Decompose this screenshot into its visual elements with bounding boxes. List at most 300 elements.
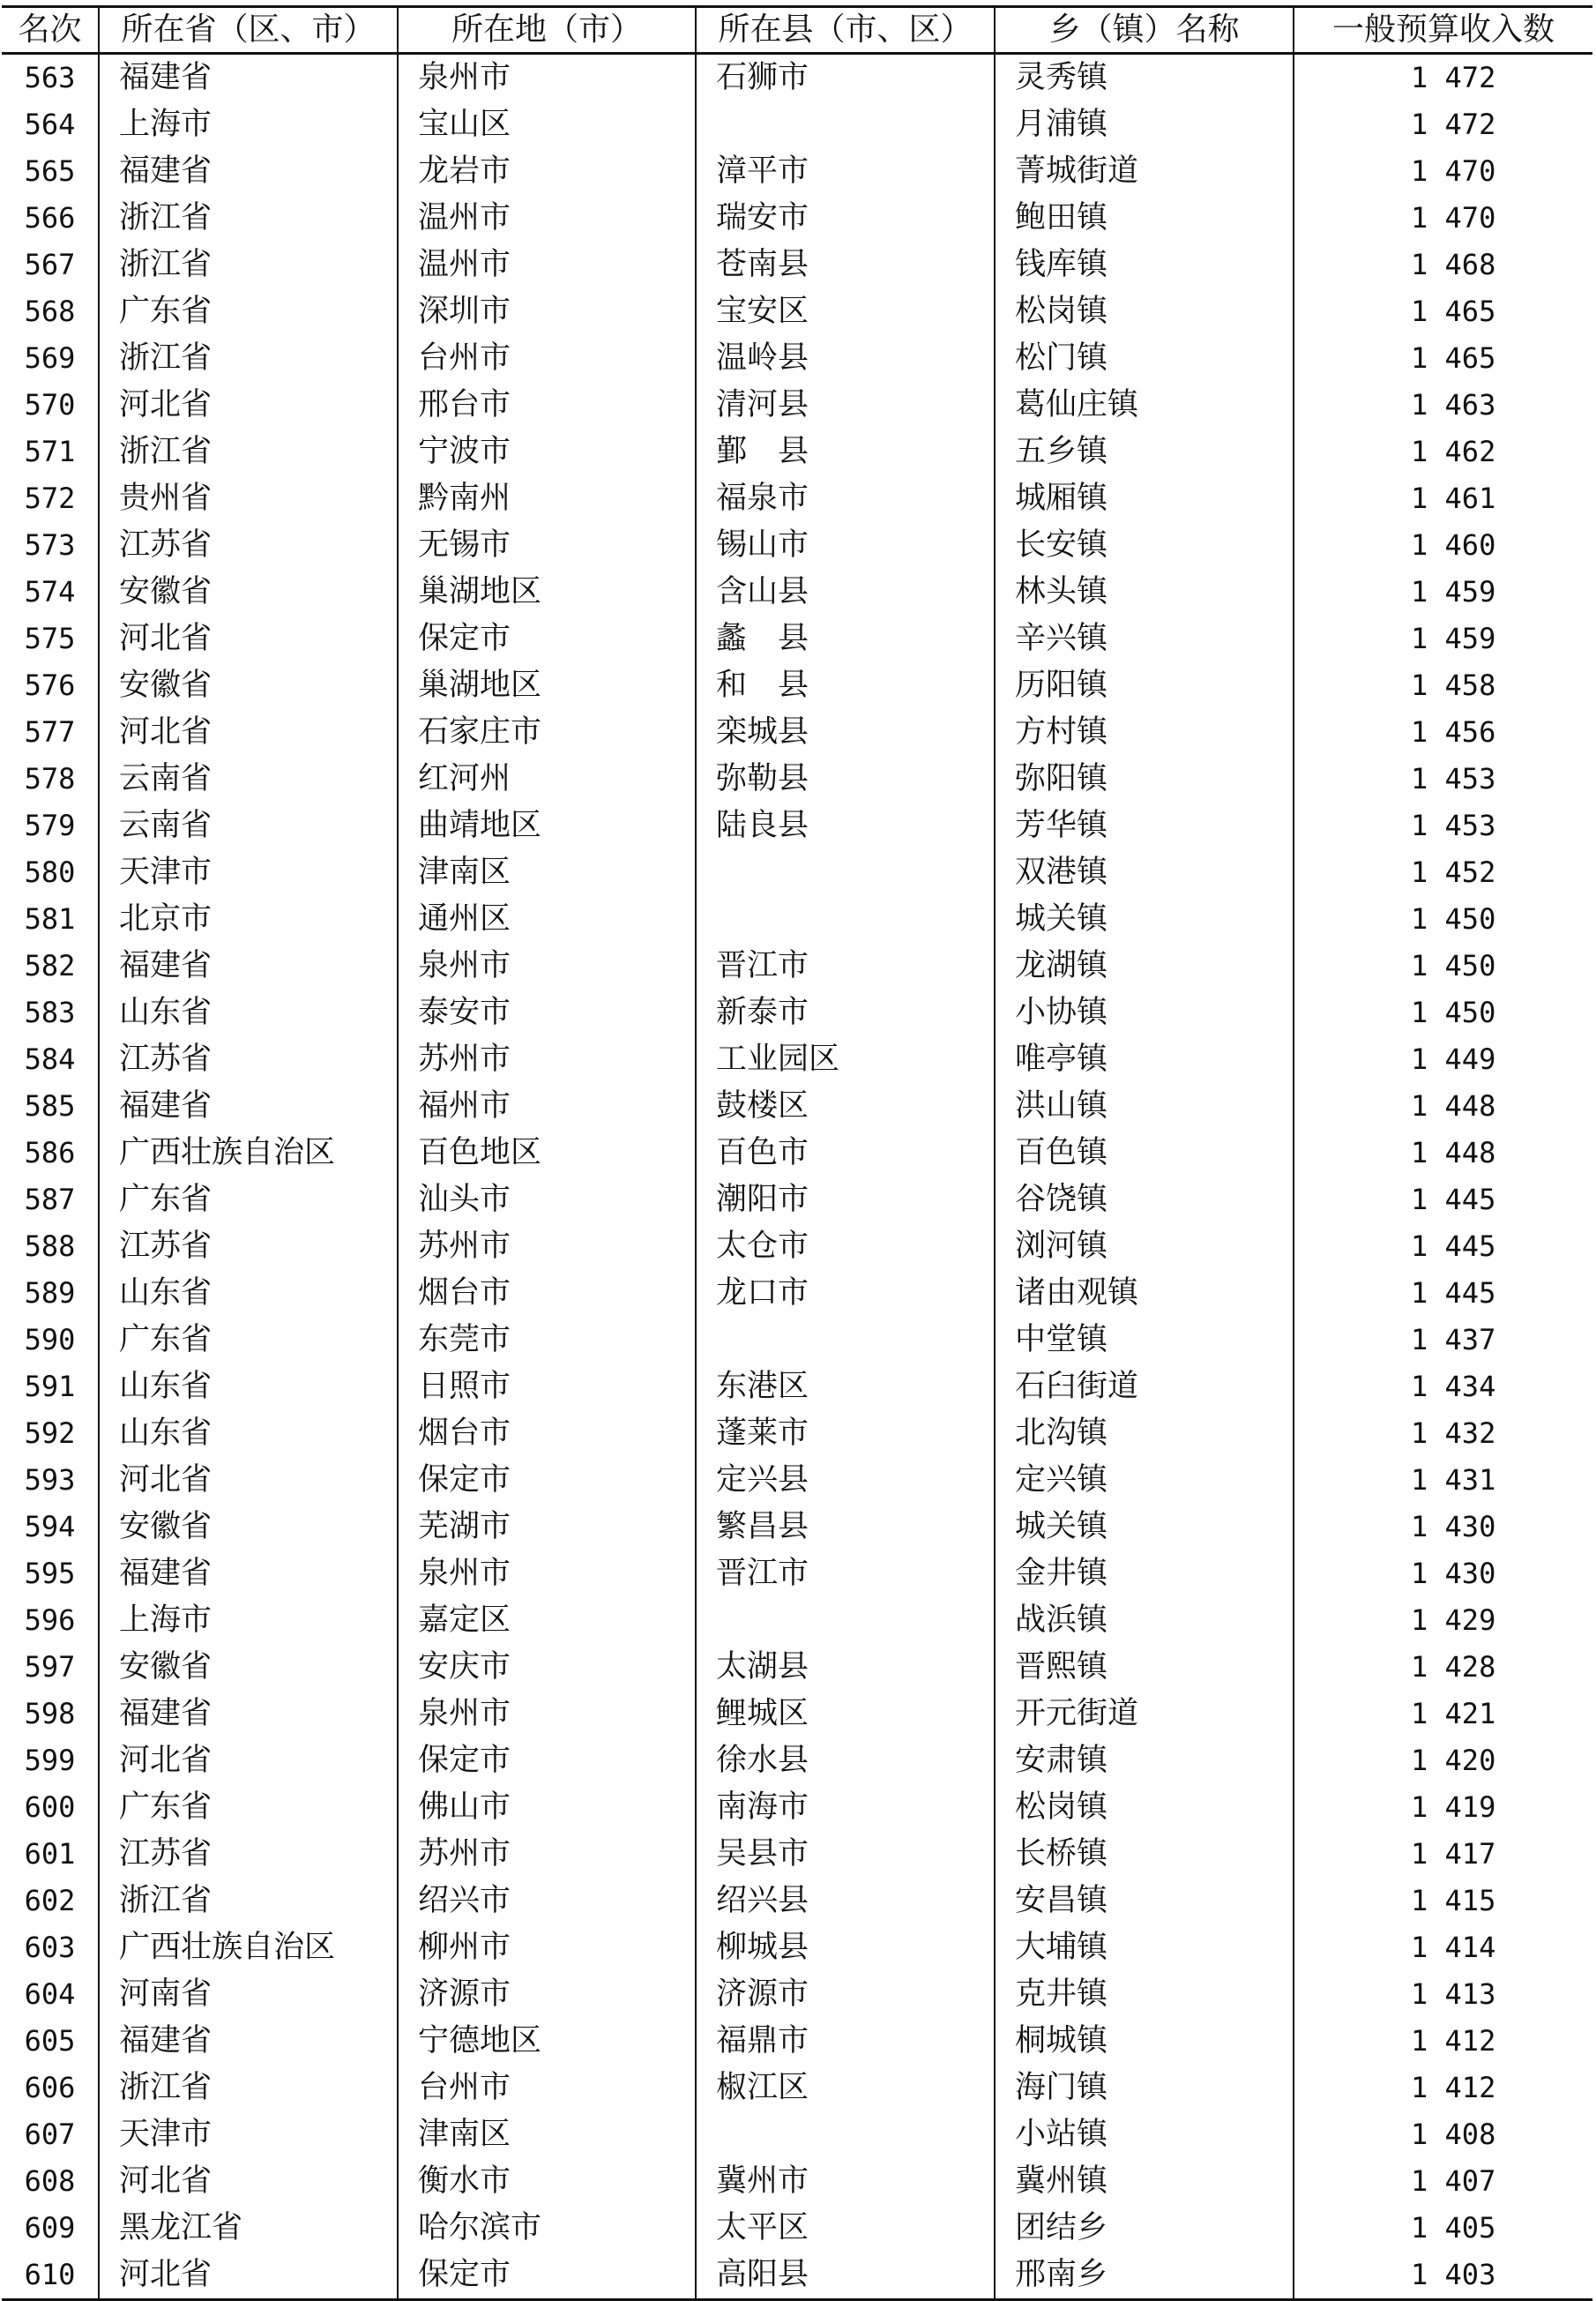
city-cell: 台州市: [398, 2065, 696, 2111]
rank-cell: 576: [2, 662, 99, 709]
revenue-cell: 1 470: [1294, 195, 1592, 242]
city-cell: 芜湖市: [398, 1504, 696, 1550]
table-row: [2, 1223, 1592, 1270]
township-cell: 北沟镇: [995, 1410, 1294, 1457]
table-row: [2, 1410, 1592, 1457]
revenue-cell: 1 403: [1294, 2252, 1592, 2300]
county-cell: 漳平市: [696, 148, 995, 195]
rank-cell: 587: [2, 1177, 99, 1223]
county-cell: 弥勒县: [696, 756, 995, 803]
city-cell: 保定市: [398, 1737, 696, 1784]
table-row: [2, 1831, 1592, 1878]
township-cell: 百色镇: [995, 1130, 1294, 1177]
township-cell: 长桥镇: [995, 1831, 1294, 1878]
city-cell: 黔南州: [398, 475, 696, 522]
table-row: [2, 101, 1592, 148]
table-row: [2, 2158, 1592, 2205]
province-cell: 山东省: [99, 1363, 398, 1410]
city-cell: 福州市: [398, 1083, 696, 1130]
revenue-cell: 1 445: [1294, 1270, 1592, 1317]
city-cell: 宁波市: [398, 429, 696, 475]
revenue-cell: 1 465: [1294, 335, 1592, 382]
revenue-cell: 1 407: [1294, 2158, 1592, 2205]
township-cell: 辛兴镇: [995, 616, 1294, 662]
county-cell: 宝安区: [696, 288, 995, 335]
province-cell: 江苏省: [99, 1036, 398, 1083]
province-cell: 福建省: [99, 1083, 398, 1130]
township-cell: 诸由观镇: [995, 1270, 1294, 1317]
township-cell: 晋熙镇: [995, 1644, 1294, 1691]
province-cell: 江苏省: [99, 1223, 398, 1270]
rank-cell: 604: [2, 1971, 99, 2018]
table-row: [2, 2018, 1592, 2065]
rank-cell: 610: [2, 2252, 99, 2300]
city-cell: 保定市: [398, 1457, 696, 1504]
revenue-cell: 1 461: [1294, 475, 1592, 522]
rank-cell: 571: [2, 429, 99, 475]
county-cell: 石狮市: [696, 54, 995, 102]
township-cell: 战浜镇: [995, 1597, 1294, 1644]
rank-cell: 581: [2, 896, 99, 943]
province-cell: 云南省: [99, 756, 398, 803]
revenue-cell: 1 456: [1294, 709, 1592, 756]
rank-cell: 608: [2, 2158, 99, 2205]
county-cell: 鼓楼区: [696, 1083, 995, 1130]
city-cell: 无锡市: [398, 522, 696, 569]
revenue-cell: 1 437: [1294, 1317, 1592, 1363]
rank-cell: 607: [2, 2111, 99, 2158]
province-cell: 浙江省: [99, 242, 398, 288]
township-cell: 团结乡: [995, 2205, 1294, 2252]
city-cell: 泉州市: [398, 1691, 696, 1737]
township-cell: 龙湖镇: [995, 943, 1294, 990]
table-row: [2, 1363, 1592, 1410]
rank-cell: 591: [2, 1363, 99, 1410]
city-cell: 津南区: [398, 2111, 696, 2158]
township-cell: 灵秀镇: [995, 54, 1294, 102]
revenue-cell: 1 428: [1294, 1644, 1592, 1691]
county-cell: 蠡 县: [696, 616, 995, 662]
province-cell: 安徽省: [99, 1644, 398, 1691]
rank-cell: 563: [2, 54, 99, 102]
revenue-cell: 1 453: [1294, 803, 1592, 849]
province-cell: 河南省: [99, 1971, 398, 2018]
city-cell: 宝山区: [398, 101, 696, 148]
revenue-cell: 1 421: [1294, 1691, 1592, 1737]
city-cell: 台州市: [398, 335, 696, 382]
city-cell: 泰安市: [398, 990, 696, 1036]
rank-cell: 579: [2, 803, 99, 849]
township-cell: 城关镇: [995, 1504, 1294, 1550]
province-cell: 云南省: [99, 803, 398, 849]
county-cell: 栾城县: [696, 709, 995, 756]
table-row: [2, 896, 1592, 943]
city-cell: 宁德地区: [398, 2018, 696, 2065]
table-row: [2, 803, 1592, 849]
table-row: [2, 148, 1592, 195]
table-row: [2, 1083, 1592, 1130]
city-cell: 烟台市: [398, 1270, 696, 1317]
city-cell: 津南区: [398, 849, 696, 896]
province-cell: 福建省: [99, 2018, 398, 2065]
province-cell: 河北省: [99, 2158, 398, 2205]
revenue-cell: 1 453: [1294, 756, 1592, 803]
revenue-cell: 1 413: [1294, 1971, 1592, 2018]
rank-cell: 570: [2, 382, 99, 429]
header-row: [2, 7, 1592, 54]
township-cell: 中堂镇: [995, 1317, 1294, 1363]
township-cell: 海门镇: [995, 2065, 1294, 2111]
township-cell: 长安镇: [995, 522, 1294, 569]
county-cell: 福鼎市: [696, 2018, 995, 2065]
township-cell: 五乡镇: [995, 429, 1294, 475]
city-cell: 安庆市: [398, 1644, 696, 1691]
province-cell: 江苏省: [99, 1831, 398, 1878]
province-cell: 江苏省: [99, 522, 398, 569]
revenue-cell: 1 419: [1294, 1784, 1592, 1831]
table-row: [2, 2205, 1592, 2252]
table-row: [2, 54, 1592, 102]
revenue-cell: 1 414: [1294, 1924, 1592, 1971]
revenue-cell: 1 465: [1294, 288, 1592, 335]
rank-cell: 578: [2, 756, 99, 803]
rank-cell: 602: [2, 1878, 99, 1924]
township-cell: 城关镇: [995, 896, 1294, 943]
city-cell: 温州市: [398, 195, 696, 242]
rank-cell: 606: [2, 2065, 99, 2111]
township-cell: 钱库镇: [995, 242, 1294, 288]
revenue-cell: 1 452: [1294, 849, 1592, 896]
table-row: [2, 1971, 1592, 2018]
revenue-cell: 1 458: [1294, 662, 1592, 709]
county-cell: 柳城县: [696, 1924, 995, 1971]
rank-cell: 583: [2, 990, 99, 1036]
table-row: [2, 849, 1592, 896]
city-cell: 曲靖地区: [398, 803, 696, 849]
township-cell: 谷饶镇: [995, 1177, 1294, 1223]
province-cell: 广西壮族自治区: [99, 1924, 398, 1971]
county-cell: 太湖县: [696, 1644, 995, 1691]
township-cell: 克井镇: [995, 1971, 1294, 2018]
township-cell: 小站镇: [995, 2111, 1294, 2158]
revenue-cell: 1 470: [1294, 148, 1592, 195]
rank-cell: 575: [2, 616, 99, 662]
city-cell: 保定市: [398, 616, 696, 662]
province-cell: 浙江省: [99, 335, 398, 382]
city-cell: 泉州市: [398, 54, 696, 102]
province-cell: 山东省: [99, 1410, 398, 1457]
rank-cell: 592: [2, 1410, 99, 1457]
revenue-cell: 1 430: [1294, 1550, 1592, 1597]
table-body: [2, 54, 1592, 2300]
county-cell: 苍南县: [696, 242, 995, 288]
rank-cell: 609: [2, 2205, 99, 2252]
township-cell: 大埔镇: [995, 1924, 1294, 1971]
table-row: [2, 1784, 1592, 1831]
city-cell: 石家庄市: [398, 709, 696, 756]
table-row: [2, 1504, 1592, 1550]
province-cell: 山东省: [99, 1270, 398, 1317]
county-cell: 新泰市: [696, 990, 995, 1036]
table-row: [2, 429, 1592, 475]
township-cell: 双港镇: [995, 849, 1294, 896]
revenue-cell: 1 431: [1294, 1457, 1592, 1504]
rank-cell: 595: [2, 1550, 99, 1597]
county-cell: 蓬莱市: [696, 1410, 995, 1457]
revenue-cell: 1 432: [1294, 1410, 1592, 1457]
county-cell: 含山县: [696, 569, 995, 616]
city-cell: 绍兴市: [398, 1878, 696, 1924]
township-cell: 芳华镇: [995, 803, 1294, 849]
city-cell: 百色地区: [398, 1130, 696, 1177]
rank-cell: 601: [2, 1831, 99, 1878]
table-row: [2, 242, 1592, 288]
rank-cell: 566: [2, 195, 99, 242]
revenue-cell: 1 460: [1294, 522, 1592, 569]
revenue-cell: 1 472: [1294, 101, 1592, 148]
table-row: [2, 990, 1592, 1036]
rank-cell: 564: [2, 101, 99, 148]
county-cell: 太平区: [696, 2205, 995, 2252]
province-cell: 浙江省: [99, 429, 398, 475]
rank-cell: 594: [2, 1504, 99, 1550]
province-cell: 河北省: [99, 382, 398, 429]
city-cell: 巢湖地区: [398, 662, 696, 709]
revenue-cell: 1 449: [1294, 1036, 1592, 1083]
province-cell: 福建省: [99, 148, 398, 195]
revenue-cell: 1 459: [1294, 616, 1592, 662]
province-cell: 河北省: [99, 616, 398, 662]
county-cell: 椒江区: [696, 2065, 995, 2111]
table-row: [2, 382, 1592, 429]
county-cell: [696, 1597, 995, 1644]
county-cell: 百色市: [696, 1130, 995, 1177]
revenue-cell: 1 429: [1294, 1597, 1592, 1644]
city-cell: 苏州市: [398, 1036, 696, 1083]
county-cell: 瑞安市: [696, 195, 995, 242]
city-cell: 泉州市: [398, 1550, 696, 1597]
city-cell: 烟台市: [398, 1410, 696, 1457]
county-cell: 清河县: [696, 382, 995, 429]
province-cell: 福建省: [99, 943, 398, 990]
revenue-cell: 1 445: [1294, 1177, 1592, 1223]
revenue-cell: 1 417: [1294, 1831, 1592, 1878]
county-cell: [696, 1317, 995, 1363]
township-cell: 冀州镇: [995, 2158, 1294, 2205]
city-cell: 巢湖地区: [398, 569, 696, 616]
city-cell: 哈尔滨市: [398, 2205, 696, 2252]
province-cell: 河北省: [99, 2252, 398, 2300]
city-cell: 苏州市: [398, 1831, 696, 1878]
city-cell: 日照市: [398, 1363, 696, 1410]
township-cell: 洪山镇: [995, 1083, 1294, 1130]
township-cell: 松岗镇: [995, 1784, 1294, 1831]
township-cell: 石臼街道: [995, 1363, 1294, 1410]
table-row: [2, 2111, 1592, 2158]
rank-cell: 567: [2, 242, 99, 288]
table-row: [2, 335, 1592, 382]
rank-cell: 582: [2, 943, 99, 990]
revenue-cell: 1 415: [1294, 1878, 1592, 1924]
province-cell: 浙江省: [99, 195, 398, 242]
city-cell: 济源市: [398, 1971, 696, 2018]
province-cell: 广东省: [99, 1317, 398, 1363]
township-cell: 唯亭镇: [995, 1036, 1294, 1083]
city-cell: 邢台市: [398, 382, 696, 429]
rank-cell: 586: [2, 1130, 99, 1177]
township-cell: 林头镇: [995, 569, 1294, 616]
province-cell: 贵州省: [99, 475, 398, 522]
county-cell: 定兴县: [696, 1457, 995, 1504]
table-row: [2, 2065, 1592, 2111]
county-cell: 晋江市: [696, 943, 995, 990]
province-cell: 河北省: [99, 709, 398, 756]
table-row: [2, 569, 1592, 616]
county-cell: 陆良县: [696, 803, 995, 849]
rank-cell: 585: [2, 1083, 99, 1130]
county-cell: 温岭县: [696, 335, 995, 382]
county-cell: 工业园区: [696, 1036, 995, 1083]
revenue-cell: 1 450: [1294, 943, 1592, 990]
table-row: [2, 943, 1592, 990]
table-row: [2, 616, 1592, 662]
county-cell: 鄞 县: [696, 429, 995, 475]
city-cell: 苏州市: [398, 1223, 696, 1270]
revenue-cell: 1 472: [1294, 54, 1592, 102]
county-cell: 绍兴县: [696, 1878, 995, 1924]
province-cell: 福建省: [99, 1691, 398, 1737]
county-cell: 东港区: [696, 1363, 995, 1410]
revenue-cell: 1 462: [1294, 429, 1592, 475]
township-cell: 邢南乡: [995, 2252, 1294, 2300]
table-row: [2, 522, 1592, 569]
township-cell: 鲍田镇: [995, 195, 1294, 242]
rank-cell: 603: [2, 1924, 99, 1971]
revenue-cell: 1 448: [1294, 1083, 1592, 1130]
table-row: [2, 1550, 1592, 1597]
revenue-cell: 1 420: [1294, 1737, 1592, 1784]
county-cell: 鲤城区: [696, 1691, 995, 1737]
table-row: [2, 662, 1592, 709]
township-cell: 定兴镇: [995, 1457, 1294, 1504]
revenue-cell: 1 468: [1294, 242, 1592, 288]
township-cell: 弥阳镇: [995, 756, 1294, 803]
table-row: [2, 475, 1592, 522]
city-cell: 佛山市: [398, 1784, 696, 1831]
table-row: [2, 1130, 1592, 1177]
province-cell: 福建省: [99, 1550, 398, 1597]
table-row: [2, 288, 1592, 335]
county-cell: 徐水县: [696, 1737, 995, 1784]
township-cell: 松岗镇: [995, 288, 1294, 335]
rank-cell: 590: [2, 1317, 99, 1363]
rank-cell: 596: [2, 1597, 99, 1644]
table-row: [2, 1036, 1592, 1083]
revenue-cell: 1 430: [1294, 1504, 1592, 1550]
rank-cell: 568: [2, 288, 99, 335]
rank-cell: 589: [2, 1270, 99, 1317]
province-cell: 天津市: [99, 2111, 398, 2158]
county-cell: 济源市: [696, 1971, 995, 2018]
city-cell: 衡水市: [398, 2158, 696, 2205]
header-city: 所在地（市）: [398, 7, 696, 54]
county-cell: [696, 896, 995, 943]
rank-cell: 605: [2, 2018, 99, 2065]
revenue-cell: 1 412: [1294, 2018, 1592, 2065]
province-cell: 广西壮族自治区: [99, 1130, 398, 1177]
city-cell: 汕头市: [398, 1177, 696, 1223]
province-cell: 浙江省: [99, 1878, 398, 1924]
county-cell: 高阳县: [696, 2252, 995, 2300]
rank-cell: 597: [2, 1644, 99, 1691]
township-cell: 方村镇: [995, 709, 1294, 756]
township-cell: 葛仙庄镇: [995, 382, 1294, 429]
city-cell: 柳州市: [398, 1924, 696, 1971]
province-cell: 河北省: [99, 1737, 398, 1784]
table-row: [2, 1457, 1592, 1504]
province-cell: 浙江省: [99, 2065, 398, 2111]
revenue-cell: 1 450: [1294, 990, 1592, 1036]
township-cell: 安肃镇: [995, 1737, 1294, 1784]
table-header: [2, 7, 1592, 54]
city-cell: 泉州市: [398, 943, 696, 990]
township-cell: 月浦镇: [995, 101, 1294, 148]
rank-cell: 574: [2, 569, 99, 616]
header-township: 乡（镇）名称: [995, 7, 1294, 54]
rank-cell: 577: [2, 709, 99, 756]
rank-cell: 569: [2, 335, 99, 382]
city-cell: 东莞市: [398, 1317, 696, 1363]
revenue-cell: 1 408: [1294, 2111, 1592, 2158]
rank-cell: 572: [2, 475, 99, 522]
city-cell: 深圳市: [398, 288, 696, 335]
city-cell: 保定市: [398, 2252, 696, 2300]
revenue-cell: 1 459: [1294, 569, 1592, 616]
province-cell: 上海市: [99, 101, 398, 148]
township-cell: 小协镇: [995, 990, 1294, 1036]
county-cell: 晋江市: [696, 1550, 995, 1597]
header-county: 所在县（市、区）: [696, 7, 995, 54]
province-cell: 安徽省: [99, 662, 398, 709]
city-cell: 红河州: [398, 756, 696, 803]
table-row: [2, 1924, 1592, 1971]
revenue-cell: 1 463: [1294, 382, 1592, 429]
revenue-cell: 1 450: [1294, 896, 1592, 943]
table-row: [2, 195, 1592, 242]
county-cell: 太仓市: [696, 1223, 995, 1270]
county-cell: 福泉市: [696, 475, 995, 522]
county-cell: 繁昌县: [696, 1504, 995, 1550]
province-cell: 广东省: [99, 1177, 398, 1223]
revenue-cell: 1 412: [1294, 2065, 1592, 2111]
county-cell: 龙口市: [696, 1270, 995, 1317]
county-cell: 吴县市: [696, 1831, 995, 1878]
township-cell: 桐城镇: [995, 2018, 1294, 2065]
rank-cell: 598: [2, 1691, 99, 1737]
city-cell: 龙岩市: [398, 148, 696, 195]
county-cell: 冀州市: [696, 2158, 995, 2205]
province-cell: 天津市: [99, 849, 398, 896]
revenue-cell: 1 434: [1294, 1363, 1592, 1410]
township-cell: 金井镇: [995, 1550, 1294, 1597]
rank-cell: 599: [2, 1737, 99, 1784]
rank-cell: 588: [2, 1223, 99, 1270]
city-cell: 通州区: [398, 896, 696, 943]
table-row: [2, 2252, 1592, 2300]
province-cell: 福建省: [99, 54, 398, 102]
province-cell: 河北省: [99, 1457, 398, 1504]
province-cell: 上海市: [99, 1597, 398, 1644]
